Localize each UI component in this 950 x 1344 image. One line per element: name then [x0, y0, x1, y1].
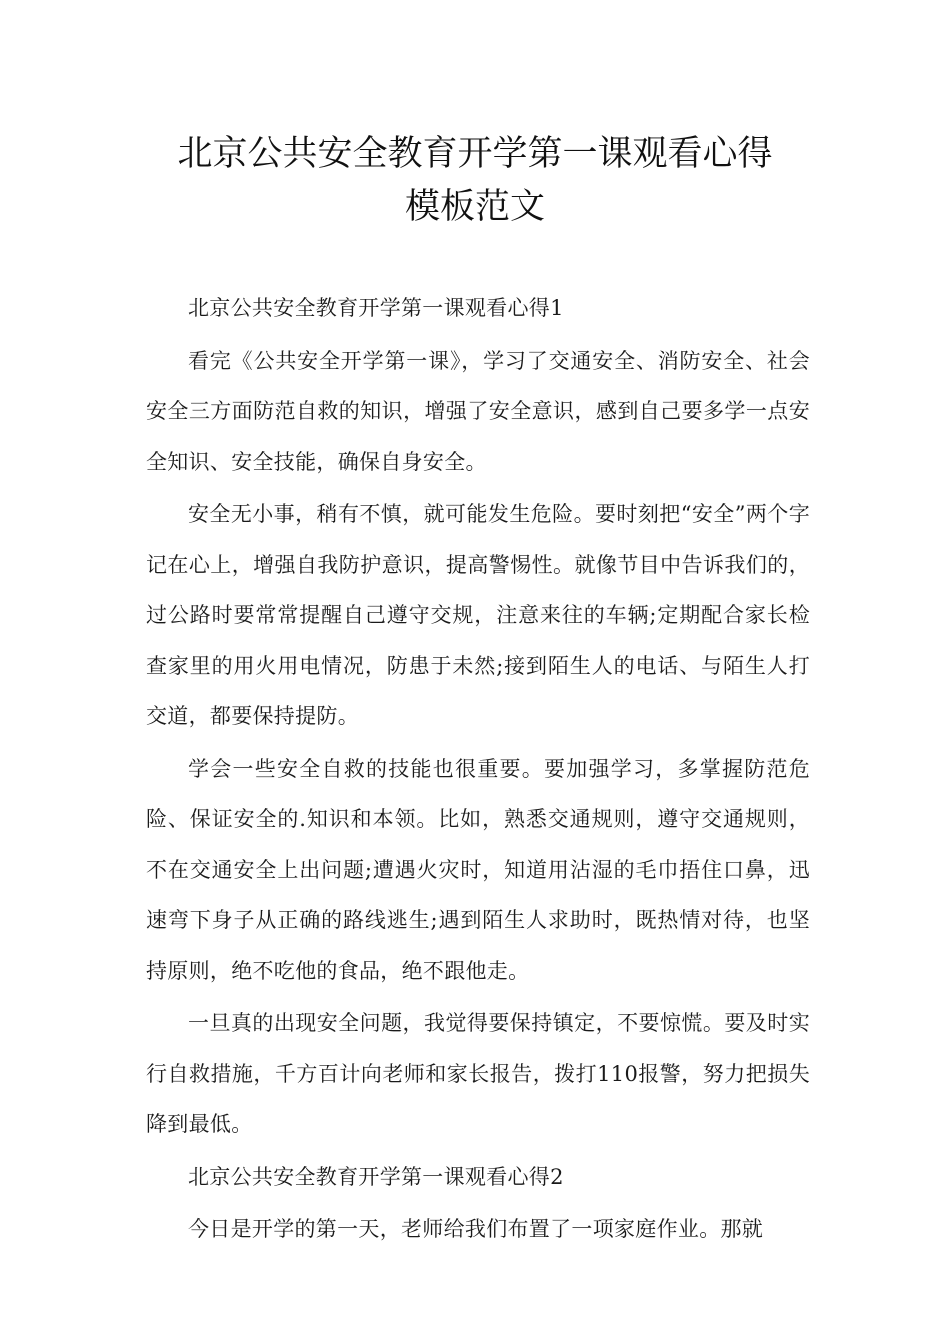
section-heading-1: 北京公共安全教育开学第一课观看心得1 [188, 296, 564, 320]
document-title [120, 128, 830, 234]
body-paragraph: 一旦真的出现安全问题，我觉得要保持镇定，不要惊慌。要及时实行自救措施，千方百计向老师和家长报告，拨打110报警，努力把损失降到最低。 [146, 1011, 810, 1136]
title-line-1: 北京公共安全教育开学第一课观看心得 [177, 134, 773, 174]
body-paragraph: 安全无小事，稍有不慎，就可能发生危险。要时刻把“安全”两个字记在心上，增强自我防护意识，提高警惕性。就像节目中告诉我们的，过公路时要常常提醒自己遵守交规，注意来往的车辆;定期配合家长检查家里的用火用电情况，防患于未然;接到陌生人的电话、与陌生人打交道，都要保持提防。 [146, 502, 810, 728]
body-paragraph: 看完《公共安全开学第一课》，学习了交通安全、消防安全、社会安全三方面防范自救的知识，增强了安全意识，感到自己要多学一点安全知识、安全技能，确保自身安全。 [146, 348, 810, 474]
body-paragraph: 今日是开学的第一天，老师给我们布置了一项家庭作业。那就 [188, 1217, 764, 1241]
title-line-2: 模板范文 [404, 187, 545, 227]
section-heading-2: 北京公共安全教育开学第一课观看心得2 [188, 1164, 564, 1189]
document-body [146, 283, 810, 1257]
body-paragraph: 学会一些安全自救的技能也很重要。要加强学习，多掌握防范危险、保证安全的.知识和本领。比如，熟悉交通规则，遵守交通规则，不在交通安全上出问题;遭遇火灾时，知道用沾湿的毛巾捂住口鼻，迅速弯下身子从正确的路线逃生;遇到陌生人求助时，既热情对待，也坚持原则，绝不吃他的食品，绝不跟他走。 [146, 756, 810, 983]
